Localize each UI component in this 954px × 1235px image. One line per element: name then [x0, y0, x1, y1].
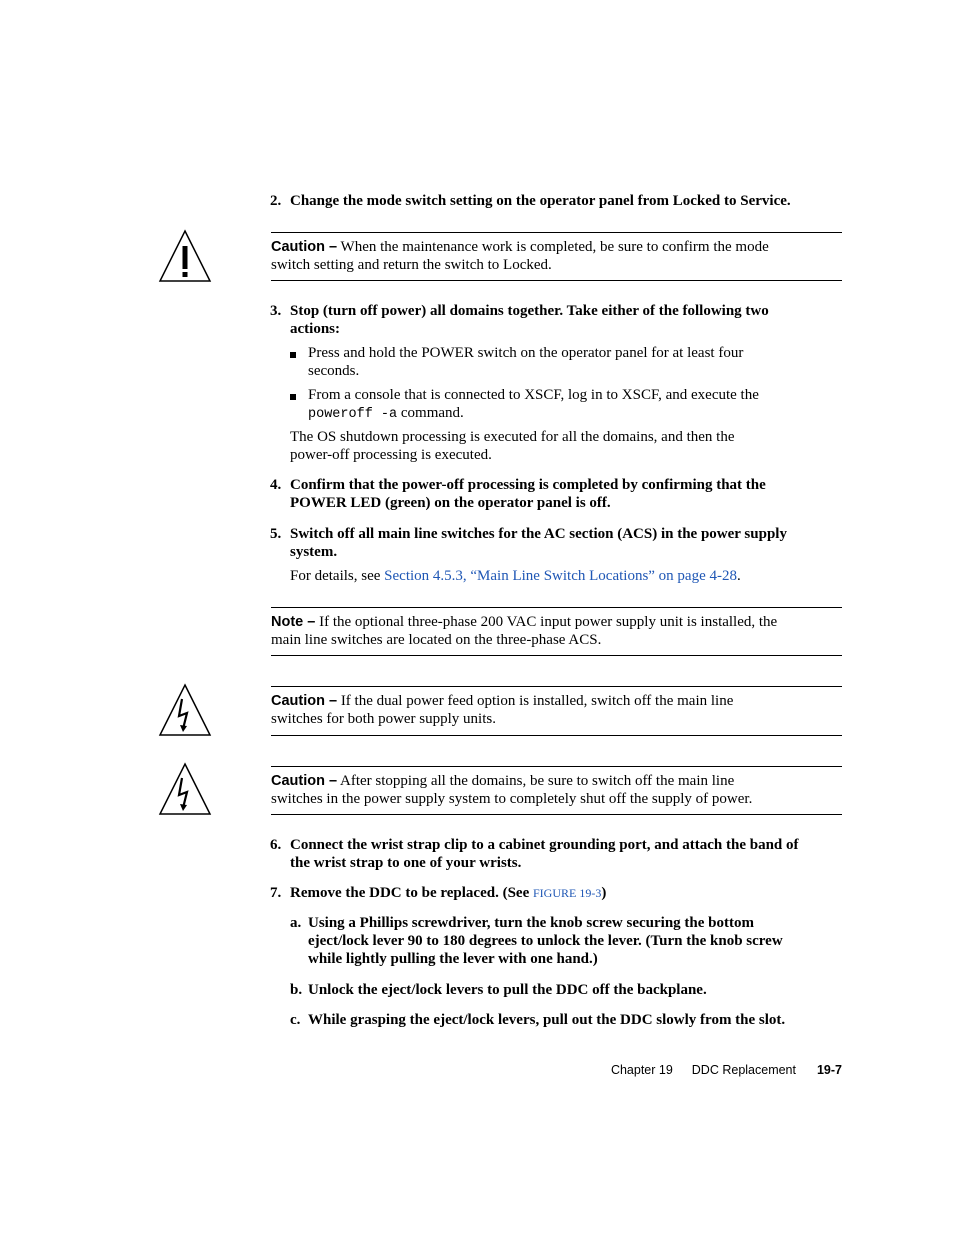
caution-1-text-2: switch setting and return the switch to Locked.	[271, 257, 552, 273]
note-line-1	[271, 613, 777, 631]
sub-step-b-letter: b.	[290, 982, 303, 998]
footer-title: DDC Replacement	[691, 1063, 796, 1077]
sub-step-a-letter: a.	[290, 915, 302, 931]
caution-2-label: Caution –	[271, 693, 338, 709]
step-4-line-1: Confirm that the power-off processing is completed by confirming that the	[290, 477, 766, 493]
step-2-number: 2.	[270, 193, 282, 209]
step-3-number: 3.	[270, 303, 282, 319]
caution-2-bottom-rule	[271, 735, 842, 736]
step-3-line-2: actions:	[290, 321, 340, 337]
step-5-line-1: Switch off all main line switches for the AC section (ACS) in the power supply	[290, 526, 787, 542]
note-label: Note –	[271, 614, 316, 630]
caution-1-line-1	[271, 238, 769, 256]
bullet-marker	[290, 394, 296, 400]
caution-2-text-2: switches for both power supply units.	[271, 711, 496, 727]
electrical-hazard-icon	[158, 762, 212, 816]
step-2-text: Change the mode switch setting on the operator panel from Locked to Service.	[290, 193, 791, 209]
caution-2-line-1	[271, 692, 733, 710]
caution-3-line-1	[271, 772, 734, 790]
step-3-bullet-2-rest: command.	[397, 405, 464, 421]
footer-chapter: Chapter 19	[610, 1063, 673, 1077]
caution-1-top-rule	[271, 232, 842, 233]
step-3-line-1: Stop (turn off power) all domains together. Take either of the following two	[290, 303, 769, 319]
step-3-bullet-2-line-2	[308, 404, 464, 424]
caution-1-bottom-rule	[271, 280, 842, 281]
step-7-text	[290, 884, 606, 902]
caution-3-text-2: switches in the power supply system to completely shut off the supply of power.	[271, 791, 753, 807]
sub-step-b-text: Unlock the eject/lock levers to pull the DDC off the backplane.	[308, 982, 707, 998]
electrical-hazard-icon	[158, 683, 212, 737]
step-7-number: 7.	[270, 885, 282, 901]
step-7-prefix: Remove the DDC to be replaced. (See	[290, 885, 533, 901]
caution-2-top-rule	[271, 686, 842, 687]
sub-step-a-line-1: Using a Phillips screwdriver, turn the knob screw securing the bottom	[308, 915, 754, 931]
caution-3-text-1: After stopping all the domains, be sure to switch off the main line	[340, 773, 735, 789]
step-7-suffix: )	[601, 885, 607, 901]
step-6-line-2: the wrist strap to one of your wrists.	[290, 855, 522, 871]
step-3-para-line-2: power-off processing is executed.	[290, 447, 492, 463]
step-5-line-2: system.	[290, 544, 338, 560]
caution-3-label: Caution –	[271, 773, 338, 789]
bullet-marker	[290, 352, 296, 358]
note-bottom-rule	[271, 655, 842, 656]
caution-3-bottom-rule	[271, 814, 842, 815]
figure-19-3-link[interactable]: FIGURE 19-3	[533, 886, 602, 900]
step-3-bullet-1-line-1: Press and hold the POWER switch on the operator panel for at least four	[308, 345, 744, 361]
step-3-bullet-1-line-2: seconds.	[308, 363, 360, 379]
poweroff-command-code: poweroff -a	[308, 407, 398, 422]
step-3-bullet-2-line-1: From a console that is connected to XSCF, log in to XSCF, and execute the	[308, 387, 759, 403]
note-text-2: main line switches are located on the three-phase ACS.	[271, 632, 602, 648]
sub-step-a-line-3: while lightly pulling the lever with one hand.)	[308, 951, 598, 967]
page-footer	[611, 1063, 842, 1077]
step-6-number: 6.	[270, 837, 282, 853]
sub-step-a-line-2: eject/lock lever 90 to 180 degrees to unlock the lever. (Turn the knob screw	[308, 933, 783, 949]
details-suffix: .	[737, 568, 741, 584]
step-3-para-line-1: The OS shutdown processing is executed for all the domains, and then the	[290, 429, 735, 445]
sub-step-c-letter: c.	[290, 1012, 301, 1028]
step-5-number: 5.	[270, 526, 282, 542]
section-4-5-3-link[interactable]: Section 4.5.3, “Main Line Switch Locations” on page 4-28	[384, 568, 737, 584]
caution-1-text-1: When the maintenance work is completed, be sure to confirm the mode	[340, 239, 769, 255]
note-text-1: If the optional three-phase 200 VAC input power supply unit is installed, the	[319, 614, 778, 630]
caution-exclamation-icon	[158, 229, 212, 283]
step-4-number: 4.	[270, 477, 282, 493]
note-top-rule	[271, 607, 842, 608]
footer-page-number: 19-7	[816, 1063, 842, 1077]
details-prefix: For details, see	[290, 568, 385, 584]
step-6-line-1: Connect the wrist strap clip to a cabinet grounding port, and attach the band of	[290, 837, 799, 853]
caution-1-label: Caution –	[271, 239, 338, 255]
caution-2-text-1: If the dual power feed option is installed, switch off the main line	[340, 693, 734, 709]
sub-step-c-text: While grasping the eject/lock levers, pull out the DDC slowly from the slot.	[308, 1012, 786, 1028]
step-4-line-2: POWER LED (green) on the operator panel is off.	[290, 495, 611, 511]
caution-3-top-rule	[271, 766, 842, 767]
step-5-details	[290, 567, 741, 585]
